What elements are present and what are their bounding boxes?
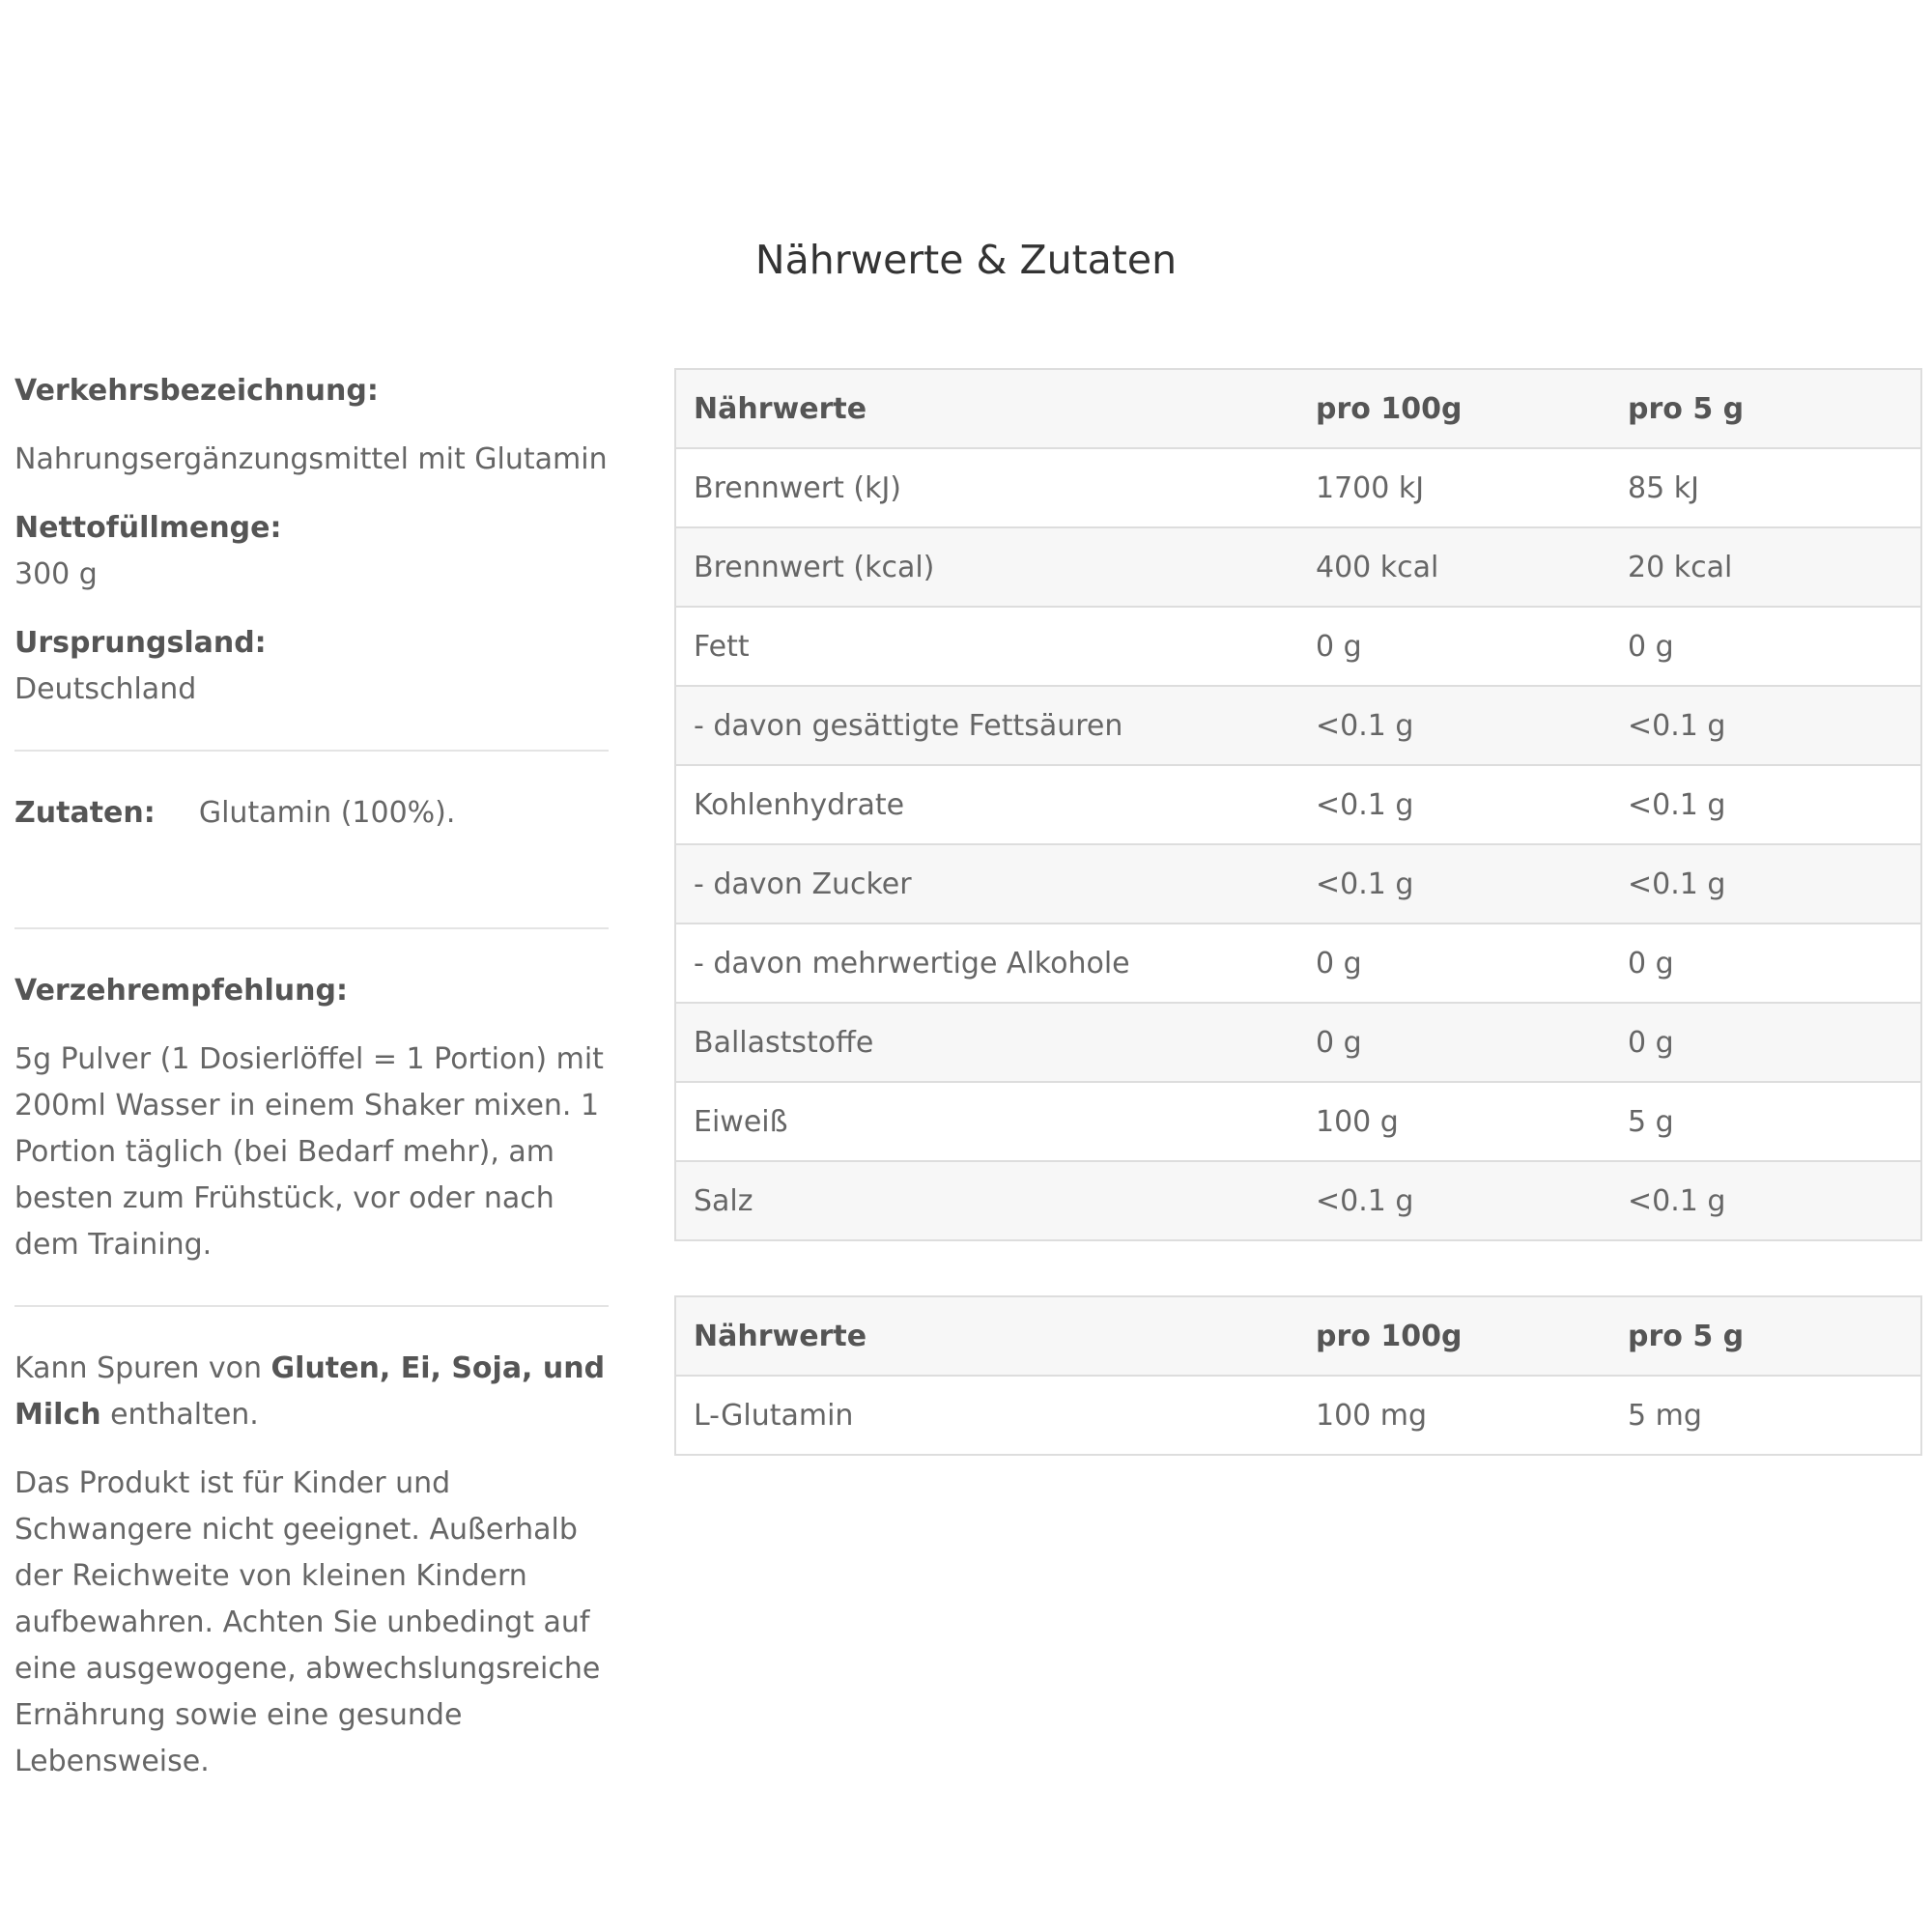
table-cell: 100 mg xyxy=(1298,1376,1610,1455)
allergen-notice xyxy=(14,1346,609,1438)
ingredients xyxy=(14,790,609,837)
allergen-list: Gluten, Ei, Soja, und Milch xyxy=(14,1351,606,1432)
table-cell: - davon mehrwertige Alkohole xyxy=(675,923,1298,1003)
table-cell: 5 g xyxy=(1610,1082,1921,1161)
column-header: pro 5 g xyxy=(1610,369,1921,448)
column-header: pro 5 g xyxy=(1610,1296,1921,1376)
table-cell: Brennwert (kcal) xyxy=(675,527,1298,607)
table-row xyxy=(675,686,1921,765)
table-cell: - davon Zucker xyxy=(675,844,1298,923)
table-row xyxy=(675,1161,1921,1240)
table-cell: 0 g xyxy=(1610,923,1921,1003)
table-cell: - davon gesättigte Fettsäuren xyxy=(675,686,1298,765)
table-cell: Fett xyxy=(675,607,1298,686)
recommendation-label: Verzehrempfehlung: xyxy=(14,974,348,1008)
table-row xyxy=(675,1376,1921,1455)
table-cell: 0 g xyxy=(1298,1003,1610,1082)
table-cell: <0.1 g xyxy=(1298,765,1610,844)
net-quantity-label: Nettofüllmenge: xyxy=(14,511,282,545)
column-header: Nährwerte xyxy=(675,369,1298,448)
table-cell: L-Glutamin xyxy=(675,1376,1298,1455)
table-cell: <0.1 g xyxy=(1610,686,1921,765)
table-cell: 5 mg xyxy=(1610,1376,1921,1455)
origin-value: Deutschland xyxy=(14,672,197,706)
table-cell: <0.1 g xyxy=(1298,686,1610,765)
table-cell: 100 g xyxy=(1298,1082,1610,1161)
table-cell: <0.1 g xyxy=(1610,1161,1921,1240)
table-cell: 0 g xyxy=(1298,607,1610,686)
divider xyxy=(14,927,609,929)
table-cell: <0.1 g xyxy=(1298,844,1610,923)
nutrition-tables xyxy=(674,368,1922,1456)
table-cell: 0 g xyxy=(1610,607,1921,686)
divider xyxy=(14,1305,609,1307)
table-header-row xyxy=(675,1296,1921,1376)
table-row xyxy=(675,1003,1921,1082)
table-cell: Kohlenhydrate xyxy=(675,765,1298,844)
table-row xyxy=(675,607,1921,686)
allergen-prefix: Kann Spuren von xyxy=(14,1351,271,1385)
table-row xyxy=(675,527,1921,607)
table-cell: <0.1 g xyxy=(1610,844,1921,923)
recommendation-text: 5g Pulver (1 Dosierlöffel = 1 Portion) mit 200ml Wasser in einem Shaker mixen. 1 Portion täglich (bei Bedarf mehr), am besten zum Frühstück, vor oder nach dem Training. xyxy=(14,1042,604,1262)
table-cell: 20 kcal xyxy=(1610,527,1921,607)
ingredients-value: Glutamin (100%). xyxy=(198,796,456,830)
product-info xyxy=(14,362,609,1785)
table-row xyxy=(675,448,1921,527)
origin-label: Ursprungsland: xyxy=(14,626,267,660)
column-header: pro 100g xyxy=(1298,1296,1610,1376)
column-header: Nährwerte xyxy=(675,1296,1298,1376)
ingredients-label: Zutaten: xyxy=(14,796,156,830)
table-cell: Brennwert (kJ) xyxy=(675,448,1298,527)
table-cell: Eiweiß xyxy=(675,1082,1298,1161)
net-quantity-value: 300 g xyxy=(14,557,98,591)
table-cell: 0 g xyxy=(1610,1003,1921,1082)
table-cell: <0.1 g xyxy=(1610,765,1921,844)
designation-label: Verkehrsbezeichnung: xyxy=(14,374,379,408)
table-row xyxy=(675,844,1921,923)
table-row xyxy=(675,923,1921,1003)
column-header: pro 100g xyxy=(1298,369,1610,448)
page-title: Nährwerte & Zutaten xyxy=(754,237,1178,283)
table-header-row xyxy=(675,369,1921,448)
table-row xyxy=(675,1082,1921,1161)
table-row xyxy=(675,765,1921,844)
table-cell: Ballaststoffe xyxy=(675,1003,1298,1082)
divider xyxy=(14,750,609,752)
nutrition-table xyxy=(674,368,1922,1241)
allergen-suffix: enthalten. xyxy=(100,1398,259,1432)
table-cell: 85 kJ xyxy=(1610,448,1921,527)
table-cell: 0 g xyxy=(1298,923,1610,1003)
designation-value: Nahrungsergänzungsmittel mit Glutamin xyxy=(14,442,608,476)
amino-acid-table xyxy=(674,1295,1922,1456)
table-cell: Salz xyxy=(675,1161,1298,1240)
warning-text: Das Produkt ist für Kinder und Schwangere nicht geeignet. Außerhalb der Reichweite von kleinen Kindern aufbewahren. Achten Sie unbedingt auf eine ausgewogene, abwechslungsreiche Ernährung sowie eine gesunde Lebensweise. xyxy=(14,1466,601,1778)
table-cell: 400 kcal xyxy=(1298,527,1610,607)
table-cell: <0.1 g xyxy=(1298,1161,1610,1240)
table-cell: 1700 kJ xyxy=(1298,448,1610,527)
